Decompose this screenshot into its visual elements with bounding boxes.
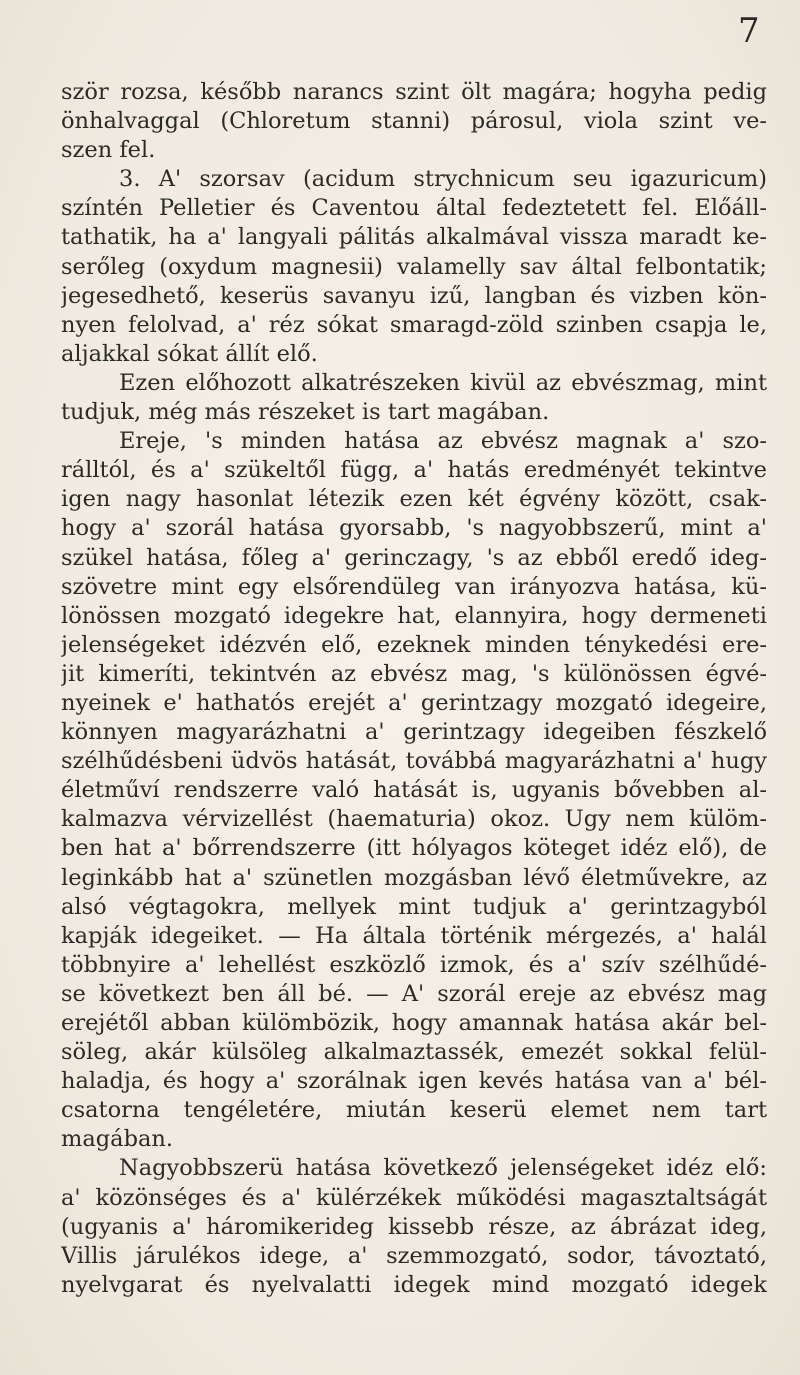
text-line: kalmazva vérvizellést (haematuria) okoz. Ugy nem külöm-	[61, 806, 767, 833]
text-line: a' közönséges és a' külérzékek működési magasztaltságát	[61, 1184, 767, 1211]
text-line: Nagyobbszerü hatása következő jelenségeket idéz elő:	[119, 1155, 767, 1182]
text-line: erejétől abban külömbözik, hogy amannak hatása akár bel-	[61, 1010, 767, 1036]
text-line: szövetre mint egy elsőrendüleg van irányozva hatása, kü-	[61, 573, 767, 600]
text-line: igen nagy hasonlat létezik ezen két égvény között, csak-	[61, 486, 767, 513]
page-number: 7	[738, 11, 760, 51]
text-line: 3. A' szorsav (acidum strychnicum seu igazuricum)	[119, 166, 767, 193]
text-line: alsó végtagokra, mellyek mint tudjuk a' gerintzagyból	[61, 893, 767, 920]
text-line: leginkább hat a' szünetlen mozgásban lévő életművekre, az	[61, 864, 767, 891]
text-line: tathatik, ha a' langyali pálitás alkalmával vissza maradt ke-	[61, 224, 767, 251]
text-line: életműví rendszerre való hatását is, ugyanis bővebben al-	[61, 777, 767, 804]
text-line: (ugyanis a' háromikerideg kissebb része, az ábrázat ideg,	[61, 1213, 767, 1240]
text-line: szen fel.	[61, 137, 156, 164]
text-line: kapják idegeiket. — Ha általa történik mérgezés, a' halál	[61, 922, 767, 949]
text-line: aljakkal sókat állít elő.	[61, 340, 318, 367]
text-line: jegesedhető, keserüs savanyu izű, langban és vizben kön-	[61, 282, 767, 309]
text-line: magában.	[61, 1126, 174, 1153]
text-line: csatorna tengéletére, miután keserü elemet nem tart	[61, 1097, 767, 1124]
text-line: Villis járulékos idege, a' szemmozgató, sodor, távoztató,	[61, 1242, 767, 1269]
text-line: Ezen előhozott alkatrészeken kivül az ebvészmag, mint	[119, 369, 767, 396]
text-line: söleg, akár külsöleg alkalmaztassék, emezét sokkal felül-	[61, 1039, 767, 1066]
text-line: többnyire a' lehellést eszközlő izmok, és a' szív szélhűdé-	[61, 951, 767, 978]
text-line: szükel hatása, főleg a' gerinczagy, 's az ebből eredő ideg-	[61, 544, 767, 571]
text-line: önhalvaggal (Chloretum stanni) párosul, viola szint ve-	[61, 108, 767, 135]
text-line: jelenségeket idézvén elő, ezeknek minden ténykedési ere-	[61, 631, 767, 658]
text-line: nyen felolvad, a' réz sókat smaragd-zöld szinben csapja le,	[61, 311, 767, 338]
text-line: rálltól, és a' szükeltől függ, a' hatás eredményét tekintve	[61, 457, 767, 484]
text-line: hogy a' szorál hatása gyorsabb, 's nagyobbszerű, mint a'	[61, 515, 767, 542]
text-line: se következt ben áll bé. — A' szorál ereje az ebvész mag	[61, 980, 767, 1007]
text-line: könnyen magyarázhatni a' gerintzagy idegeiben fészkelő	[61, 719, 767, 746]
text-line: színtén Pelletier és Caventou által fedeztetett fel. Előáll-	[61, 195, 767, 222]
text-line: nyeinek e' hathatós erejét a' gerintzagy mozgató idegeire,	[61, 689, 767, 716]
text-line: ben hat a' bőrrendszerre (itt hólyagos köteget idéz elő), de	[61, 835, 767, 862]
text-line: szélhűdésbeni üdvös hatását, továbbá magyarázhatni a' hugy	[61, 748, 767, 775]
text-line: Ereje, 's minden hatása az ebvész magnak a' szo-	[119, 428, 767, 455]
text-line: tudjuk, még más részeket is tart magában.	[61, 399, 550, 426]
text-line: jit kimeríti, tekintvén az ebvész mag, 's különössen égvé-	[61, 660, 767, 687]
text-line: nyelvgarat és nyelvalatti idegek mind mozgató idegek	[61, 1271, 767, 1298]
text-line: lönössen mozgató idegekre hat, elannyira, hogy dermeneti	[61, 602, 767, 629]
text-line: haladja, és hogy a' szorálnak igen kevés hatása van a' bél-	[61, 1068, 767, 1095]
text-line: ször rozsa, később narancs szint ölt magára; hogyha pedig	[61, 79, 767, 105]
text-line: serőleg (oxydum magnesii) valamelly sav által felbontatik;	[61, 253, 767, 280]
body-text	[61, 78, 767, 1300]
